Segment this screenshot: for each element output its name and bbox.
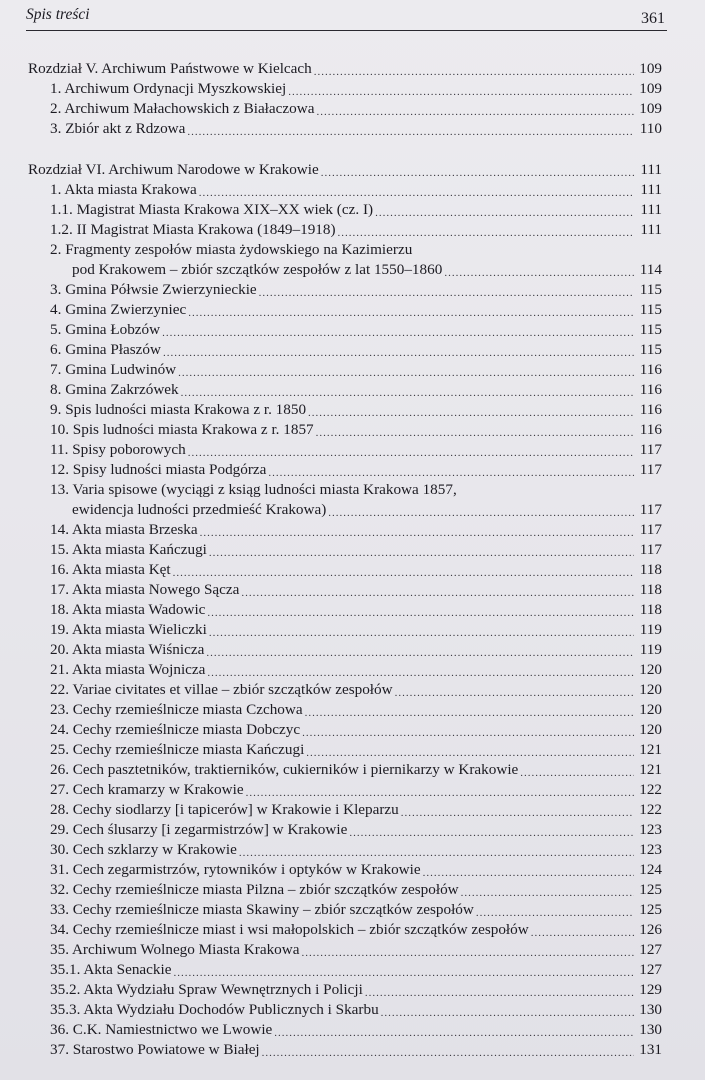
toc-chapter-6 — [28, 160, 662, 180]
toc-entry-label: 18. Akta miasta Wadowic — [50, 601, 206, 618]
toc-entry — [28, 640, 662, 660]
toc-entry — [28, 400, 662, 420]
toc-entry — [28, 760, 662, 780]
toc-entry — [28, 580, 662, 600]
toc-entry-label: 21. Akta miasta Wojnicza — [50, 661, 206, 678]
toc-entry — [28, 520, 662, 540]
toc-entry — [28, 500, 662, 520]
toc-entry — [28, 880, 662, 900]
toc-page-number: 116 — [639, 381, 662, 398]
toc-entry-label: 7. Gmina Ludwinów — [50, 361, 177, 378]
toc-page-number: 127 — [639, 961, 662, 978]
toc-entry-label: 19. Akta miasta Wieliczki — [50, 621, 207, 638]
toc-entry-label: 24. Cechy rzemieślnicze miasta Dobczyc — [50, 721, 301, 738]
toc-entry — [28, 620, 662, 640]
toc-entry-label: 32. Cechy rzemieślnicze miasta Pilzna – zbiór szczątków zespołów — [50, 881, 459, 898]
toc-chapter-title: Rozdział VI. Archiwum Narodowe w Krakowie — [28, 161, 319, 178]
toc-page-number: 120 — [639, 721, 662, 738]
toc-entry — [28, 920, 662, 940]
toc-entry — [28, 1040, 662, 1060]
toc-entry — [28, 740, 662, 760]
toc-entry-label: 35.3. Akta Wydziału Dochodów Publicznych i Skarbu — [50, 1001, 379, 1018]
toc-entry — [28, 200, 662, 220]
toc-entry-label: 20. Akta miasta Wiśnicza — [50, 641, 205, 658]
toc-page-number: 121 — [639, 741, 662, 758]
toc-page-number: 120 — [639, 661, 662, 678]
toc-entry-label: 1.1. Magistrat Miasta Krakowa XIX–XX wiek (cz. I) — [50, 201, 374, 218]
toc-entry — [28, 600, 662, 620]
toc-page-number: 116 — [639, 401, 662, 418]
toc-entry — [28, 820, 662, 840]
toc-page-number: 126 — [639, 921, 662, 938]
toc-page-number: 117 — [639, 441, 662, 458]
toc-entry-label: 1. Archiwum Ordynacji Myszkowskiej — [50, 80, 287, 97]
toc-entry — [28, 340, 662, 360]
toc-entry — [28, 700, 662, 720]
toc-entry — [28, 119, 662, 139]
toc-page-number: 118 — [639, 561, 662, 578]
toc-entry — [28, 99, 662, 119]
toc-entry-label: 3. Zbiór akt z Rdzowa — [50, 120, 186, 137]
toc-page-number: 117 — [639, 541, 662, 558]
header-title: Spis treści — [26, 6, 90, 23]
table-of-contents — [28, 59, 662, 1060]
toc-entry — [28, 180, 662, 200]
toc-entry — [28, 540, 662, 560]
toc-entry — [28, 260, 662, 280]
toc-page-number: 127 — [639, 941, 662, 958]
toc-entry-label: 3. Gmina Półwsie Zwierzynieckie — [50, 281, 257, 298]
toc-entry-label: 27. Cech kramarzy w Krakowie — [50, 781, 244, 798]
toc-entry — [28, 360, 662, 380]
toc-entry — [28, 960, 662, 980]
toc-page-number: 118 — [639, 601, 662, 618]
toc-entry — [28, 280, 662, 300]
toc-entry-label: 35. Archiwum Wolnego Miasta Krakowa — [50, 941, 300, 958]
toc-entry-line: 2. Fragmenty zespołów miasta żydowskiego na Kazimierzu — [50, 241, 413, 258]
toc-entry-label: 12. Spisy ludności miasta Podgórza — [50, 461, 267, 478]
toc-entry — [28, 560, 662, 580]
toc-page-number: 129 — [639, 981, 662, 998]
toc-page-number: 116 — [639, 421, 662, 438]
toc-entry — [28, 660, 662, 680]
toc-entry — [28, 380, 662, 400]
toc-entry-label: 14. Akta miasta Brzeska — [50, 521, 198, 538]
toc-entry-label: 34. Cechy rzemieślnicze miast i wsi małopolskich – zbiór szczątków zespołów — [50, 921, 529, 938]
toc-entry-label: 36. C.K. Namiestnictwo we Lwowie — [50, 1021, 273, 1038]
toc-page-number: 111 — [640, 221, 662, 238]
toc-page-number: 125 — [639, 901, 662, 918]
toc-entry-label: 17. Akta miasta Nowego Sącza — [50, 581, 240, 598]
toc-chapter-title: Rozdział V. Archiwum Państwowe w Kielcach — [28, 60, 312, 77]
toc-page-number: 123 — [639, 841, 662, 858]
toc-entry — [28, 1000, 662, 1020]
toc-page-number: 130 — [639, 1001, 662, 1018]
toc-entry-label: 2. Archiwum Małachowskich z Białaczowa — [50, 100, 315, 117]
toc-entry-line: 13. Varia spisowe (wyciągi z ksiąg ludności miasta Krakowa 1857, — [50, 481, 457, 498]
toc-page-number: 122 — [639, 801, 662, 818]
toc-page-number: 116 — [639, 361, 662, 378]
toc-entry — [28, 220, 662, 240]
toc-page-number: 121 — [639, 761, 662, 778]
toc-page-number: 125 — [639, 881, 662, 898]
toc-entry-label: 11. Spisy poborowych — [50, 441, 186, 458]
toc-page-number: 123 — [639, 821, 662, 838]
toc-page-number: 119 — [639, 641, 662, 658]
toc-entry — [28, 860, 662, 880]
toc-entry-label: 15. Akta miasta Kańczugi — [50, 541, 207, 558]
toc-page-number: 115 — [639, 341, 662, 358]
toc-entry — [28, 300, 662, 320]
toc-entry-label: 1. Akta miasta Krakowa — [50, 181, 197, 198]
toc-chapter-5-items — [28, 79, 662, 139]
toc-page-number: 115 — [639, 321, 662, 338]
toc-page-number: 118 — [639, 581, 662, 598]
toc-entry-label: 26. Cech pasztetników, traktierników, cukierników i piernikarzy w Krakowie — [50, 761, 519, 778]
toc-page-number: 131 — [639, 1041, 662, 1058]
toc-entry — [28, 320, 662, 340]
toc-page-number: 111 — [640, 181, 662, 198]
toc-entry-label: 10. Spis ludności miasta Krakowa z r. 1857 — [50, 421, 314, 438]
toc-entry-label: 5. Gmina Łobzów — [50, 321, 161, 338]
toc-page-number: 122 — [639, 781, 662, 798]
toc-entry — [28, 840, 662, 860]
toc-entry — [28, 440, 662, 460]
toc-page-number: 117 — [639, 521, 662, 538]
toc-page-number: 110 — [639, 120, 662, 137]
toc-entry-label: ewidencja ludności przedmieść Krakowa) — [72, 501, 327, 518]
toc-entry-label: 28. Cechy siodlarzy [i tapicerów] w Krakowie i Kleparzu — [50, 801, 399, 818]
running-header — [26, 4, 667, 31]
toc-page-number: 130 — [639, 1021, 662, 1038]
toc-entry-label: 23. Cechy rzemieślnicze miasta Czchowa — [50, 701, 303, 718]
toc-entry — [28, 940, 662, 960]
toc-page-number: 109 — [639, 100, 662, 117]
toc-page-number: 117 — [639, 501, 662, 518]
toc-entry — [28, 1020, 662, 1040]
toc-entry-label: 9. Spis ludności miasta Krakowa z r. 1850 — [50, 401, 307, 418]
toc-entry — [28, 460, 662, 480]
toc-page-number: 114 — [639, 261, 662, 278]
toc-entry-label: 35.2. Akta Wydziału Spraw Wewnętrznych i Policji — [50, 981, 363, 998]
toc-entry — [28, 79, 662, 99]
toc-entry-label: 30. Cech szklarzy w Krakowie — [50, 841, 237, 858]
toc-page-number: 111 — [640, 161, 662, 178]
toc-entry-label: 25. Cechy rzemieślnicze miasta Kańczugi — [50, 741, 305, 758]
toc-page-number: 109 — [639, 80, 662, 97]
toc-page-number: 115 — [639, 301, 662, 318]
toc-entry-label: 29. Cech ślusarzy [i zegarmistrzów] w Krakowie — [50, 821, 348, 838]
toc-entry — [28, 900, 662, 920]
toc-entry-label: 1.2. II Magistrat Miasta Krakowa (1849–1918) — [50, 221, 336, 238]
toc-entry-label: 37. Starostwo Powiatowe w Białej — [50, 1041, 260, 1058]
toc-page-number: 109 — [639, 60, 662, 77]
toc-entry-label: 33. Cechy rzemieślnicze miasta Skawiny – zbiór szczątków zespołów — [50, 901, 474, 918]
toc-entry — [28, 680, 662, 700]
toc-entry-label: 6. Gmina Płaszów — [50, 341, 161, 358]
toc-entry-label: 35.1. Akta Senackie — [50, 961, 172, 978]
toc-entry-label: 8. Gmina Zakrzówek — [50, 381, 179, 398]
toc-entry-label: pod Krakowem – zbiór szczątków zespołów z lat 1550–1860 — [72, 261, 443, 278]
toc-entry — [28, 800, 662, 820]
toc-entry — [28, 780, 662, 800]
toc-entry-label: 16. Akta miasta Kęt — [50, 561, 171, 578]
header-page-number: 361 — [641, 10, 665, 27]
toc-entry — [28, 420, 662, 440]
toc-page-number: 124 — [639, 861, 662, 878]
toc-page-number: 119 — [639, 621, 662, 638]
toc-chapter-6-items — [28, 180, 662, 1060]
toc-page-number: 120 — [639, 701, 662, 718]
toc-page-number: 120 — [639, 681, 662, 698]
toc-entry — [28, 720, 662, 740]
toc-entry-label: 22. Variae civitates et villae – zbiór szczątków zespołów — [50, 681, 393, 698]
toc-page-number: 117 — [639, 461, 662, 478]
toc-entry-label: 31. Cech zegarmistrzów, rytowników i optyków w Krakowie — [50, 861, 421, 878]
toc-page-number: 111 — [640, 201, 662, 218]
toc-chapter-5 — [28, 59, 662, 79]
toc-page-number: 115 — [639, 281, 662, 298]
toc-entry-label: 4. Gmina Zwierzyniec — [50, 301, 187, 318]
toc-entry — [28, 980, 662, 1000]
